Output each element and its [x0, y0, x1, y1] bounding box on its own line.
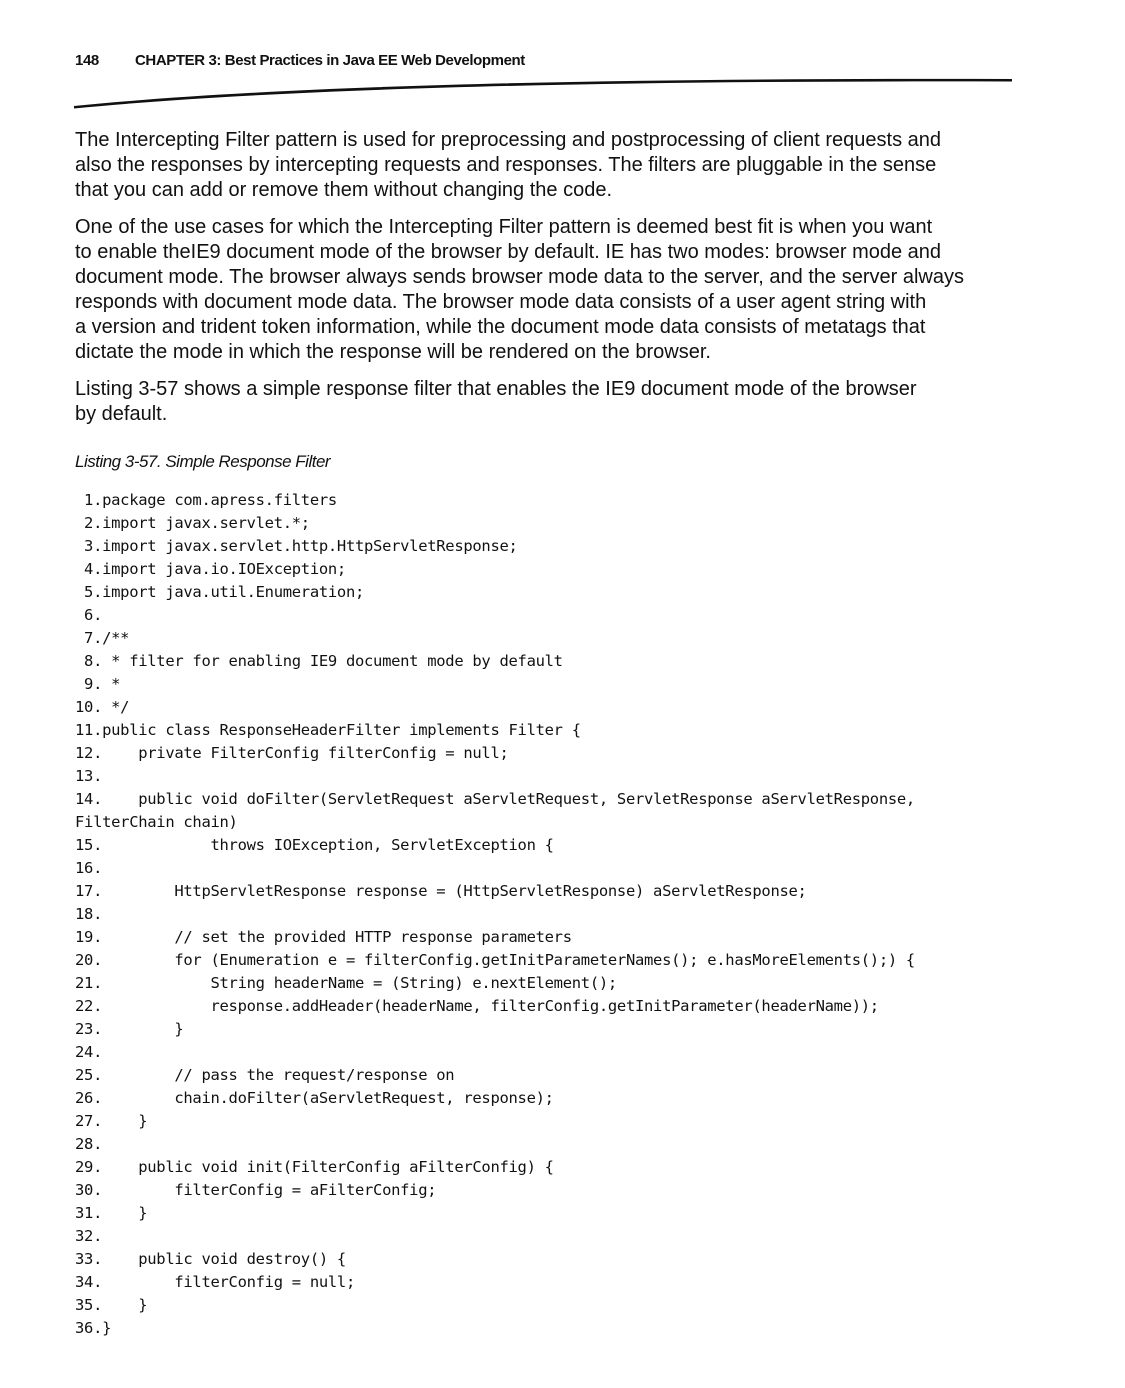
code-line: FilterChain chain) — [75, 813, 238, 831]
code-line: 13. — [75, 767, 103, 785]
code-line: 36.} — [75, 1319, 112, 1337]
code-line: 16. — [75, 859, 103, 877]
code-line: 7./** — [75, 629, 130, 647]
code-line: 31. } — [75, 1204, 148, 1222]
running-header — [75, 52, 525, 69]
code-line: 32. — [75, 1227, 103, 1245]
code-line: 18. — [75, 905, 103, 923]
code-line: 26. chain.doFilter(aServletRequest, response); — [75, 1089, 554, 1107]
chapter-title: CHAPTER 3: Best Practices in Java EE Web Development — [135, 52, 525, 69]
code-line: 4.import java.io.IOException; — [75, 560, 346, 578]
code-line: 1.package com.apress.filters — [75, 491, 337, 509]
code-line: 6. — [75, 606, 103, 624]
code-line: 19. // set the provided HTTP response parameters — [75, 928, 572, 946]
code-line: 17. HttpServletResponse response = (HttpServletResponse) aServletResponse; — [75, 882, 807, 900]
code-line: 14. public void doFilter(ServletRequest aServletRequest, ServletResponse aServletResponse, — [75, 790, 915, 808]
code-line: 5.import java.util.Enumeration; — [75, 583, 365, 601]
code-line: 15. throws IOException, ServletException { — [75, 836, 554, 854]
body-text — [75, 128, 1020, 439]
code-line: 3.import javax.servlet.http.HttpServletResponse; — [75, 537, 518, 555]
code-line: 10. */ — [75, 698, 130, 716]
paragraph: Listing 3-57 shows a simple response filter that enables the IE9 document mode of the browser by default. — [75, 378, 917, 425]
code-line: 29. public void init(FilterConfig aFilterConfig) { — [75, 1158, 554, 1176]
paragraph: One of the use cases for which the Intercepting Filter pattern is deemed best fit is when you want to enable theIE9 document mode of the browser by default. IE has two modes: browser mode and document mode. The browser always sends browser mode data to the server, and the server always responds with document mode data. The browser mode data consists of a user agent string with a version and trident token information, while the document mode data consists of metatags that dictate the mode in which the response will be rendered on the browser. — [75, 216, 964, 363]
code-line: 27. } — [75, 1112, 148, 1130]
page-number: 148 — [75, 52, 99, 69]
code-line: 20. for (Enumeration e = filterConfig.getInitParameterNames(); e.hasMoreElements();) { — [75, 951, 915, 969]
listing-caption: Listing 3-57. Simple Response Filter — [75, 452, 331, 471]
code-line: 28. — [75, 1135, 103, 1153]
code-line: 35. } — [75, 1296, 148, 1314]
code-line: 30. filterConfig = aFilterConfig; — [75, 1181, 437, 1199]
code-line: 8. * filter for enabling IE9 document mode by default — [75, 652, 563, 670]
code-line: 2.import javax.servlet.*; — [75, 514, 310, 532]
code-line: 23. } — [75, 1020, 184, 1038]
code-line: 24. — [75, 1043, 103, 1061]
code-line: 12. private FilterConfig filterConfig = null; — [75, 744, 509, 762]
paragraph: The Intercepting Filter pattern is used for preprocessing and postprocessing of client requests and also the responses by intercepting requests and responses. The filters are pluggable in the sense that you can add or remove them without changing the code. — [75, 129, 942, 201]
code-line: 25. // pass the request/response on — [75, 1066, 455, 1084]
code-listing — [75, 489, 915, 1340]
code-line: 22. response.addHeader(headerName, filterConfig.getInitParameter(headerName)); — [75, 997, 879, 1015]
header-swoosh-rule — [74, 74, 1014, 110]
code-line: 9. * — [75, 675, 121, 693]
code-line: 33. public void destroy() { — [75, 1250, 346, 1268]
code-line: 11.public class ResponseHeaderFilter implements Filter { — [75, 721, 581, 739]
code-line: 21. String headerName = (String) e.nextElement(); — [75, 974, 617, 992]
code-line: 34. filterConfig = null; — [75, 1273, 355, 1291]
